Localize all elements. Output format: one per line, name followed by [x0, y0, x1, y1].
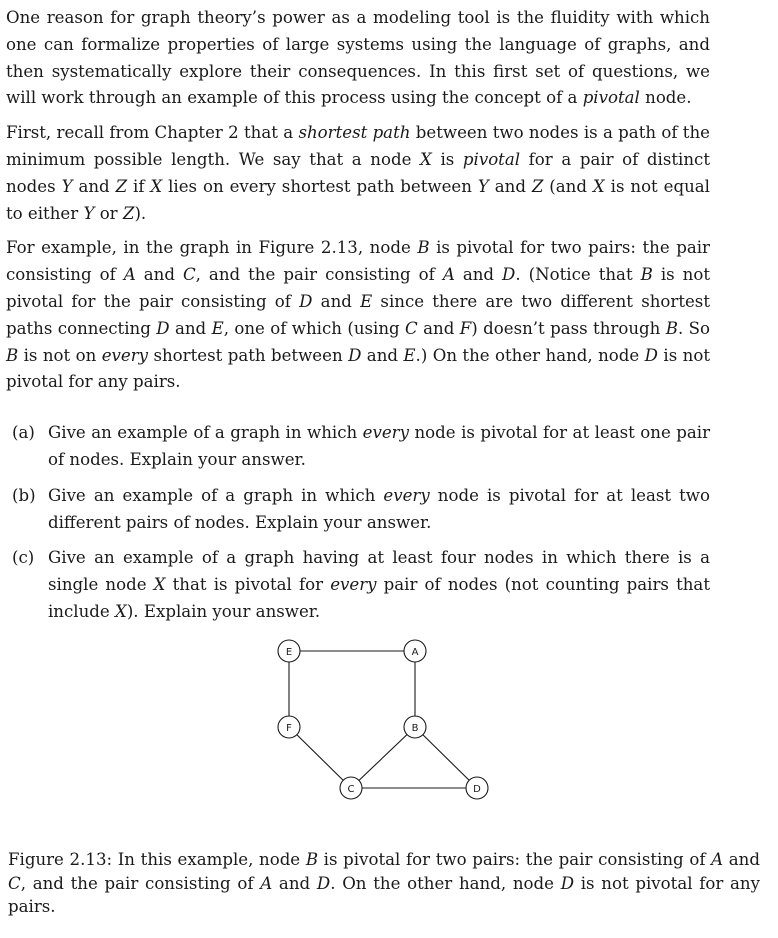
math-var: E	[211, 318, 224, 338]
question-b	[6, 483, 710, 537]
emphasis: every	[330, 575, 377, 595]
node-label-f: F	[286, 723, 292, 734]
math-var: D	[502, 265, 516, 285]
text-run: For example, in the graph in Figure 2.13, node	[6, 238, 418, 258]
math-var: X	[153, 575, 166, 595]
text-run: ) doesn’t pass through	[471, 318, 666, 338]
text-run: between two nodes is a path of the minimum possible length. We say that a node	[6, 123, 710, 169]
edge-b-c	[351, 727, 415, 788]
node-a	[404, 640, 426, 662]
text-run: , and the pair consisting of	[20, 873, 261, 893]
text-run: is pivotal for two pairs: the pair consisting of	[318, 850, 712, 869]
edge-f-c	[289, 727, 351, 788]
text-run: if	[127, 176, 151, 196]
node-label-c: C	[347, 784, 355, 795]
math-var: D	[348, 345, 362, 365]
node-c	[340, 777, 362, 799]
text-run: .) On the other hand, node	[415, 345, 645, 365]
text-run: . So	[677, 318, 710, 338]
math-var: Y	[83, 203, 95, 223]
math-var: X	[592, 176, 605, 196]
graph-diagram	[260, 630, 520, 810]
math-var: C	[182, 265, 196, 285]
text-run: node is pivotal for at least one pair of nodes. Explain your answer.	[48, 423, 711, 469]
text-run: that is pivotal for	[165, 575, 331, 595]
math-var: A	[260, 873, 273, 893]
math-var: D	[316, 873, 331, 893]
question-list	[6, 420, 710, 626]
text-run: and	[417, 318, 460, 338]
text-run: and	[312, 291, 361, 311]
math-var: A	[123, 265, 136, 285]
math-var: E	[360, 291, 373, 311]
math-var: C	[405, 318, 418, 338]
node-f	[278, 716, 300, 738]
emphasis: every	[383, 485, 430, 505]
math-var: D	[644, 345, 658, 365]
math-var: B	[6, 345, 19, 365]
document-body	[6, 5, 710, 635]
text-run: , one of which (using	[223, 318, 406, 338]
math-var: B	[640, 265, 653, 285]
text-run: pair of nodes (not counting pairs that include	[48, 575, 710, 621]
text-run: . On the other hand, node	[330, 873, 561, 893]
text-run: (and	[543, 176, 593, 196]
term-shortest-path: shortest path	[298, 123, 411, 143]
text-run: node.	[639, 88, 692, 108]
math-var: A	[711, 850, 724, 869]
text-run: One reason for graph theory’s power as a modeling tool is the fluidity with which one can formalize properties of large systems using the language of graphs, and then systematically explore their consequences. In this first set of questions, we will work through an example of this process using the concept of a	[6, 8, 710, 108]
text-run: ).	[134, 203, 147, 223]
term-pivotal: pivotal	[462, 149, 521, 169]
text-run: First, recall from Chapter 2 that a	[6, 123, 299, 143]
text-run: is not pivotal for the pair consisting of	[6, 265, 711, 311]
edge-b-d	[415, 727, 477, 788]
math-var: X	[115, 601, 127, 621]
math-var: Y	[61, 176, 73, 196]
text-run: node is pivotal for at least two different pairs of nodes. Explain your answer.	[48, 485, 710, 532]
text-run: is not equal to either	[6, 176, 710, 223]
node-d	[466, 777, 488, 799]
text-run: is	[431, 149, 463, 169]
question-label: (c)	[12, 548, 35, 568]
graph-figure	[260, 630, 520, 810]
math-var: D	[299, 291, 313, 311]
math-var: Z	[115, 176, 128, 196]
text-run: and	[272, 873, 317, 893]
math-var: X	[420, 149, 432, 169]
text-run: is not pivotal for any pairs.	[6, 345, 710, 392]
term-pivotal: pivotal	[582, 88, 640, 108]
text-run: and	[454, 265, 503, 285]
question-label: (a)	[12, 423, 35, 443]
emphasis: every	[362, 423, 409, 443]
text-run: . (Notice that	[515, 265, 641, 285]
example-paragraph	[6, 235, 710, 396]
node-label-a: A	[411, 647, 419, 658]
node-label-b: B	[411, 723, 419, 734]
node-e	[278, 640, 300, 662]
text-run: and	[488, 176, 532, 196]
math-var: F	[459, 318, 472, 338]
node-label-e: E	[285, 647, 293, 658]
text-run: Give an example of a graph in which	[48, 485, 384, 505]
text-run: is pivotal for two pairs: the pair consisting of	[6, 238, 710, 285]
text-run: and	[72, 176, 116, 196]
math-var: E	[403, 345, 416, 365]
math-var: X	[150, 176, 163, 196]
text-run: or	[94, 203, 123, 223]
node-label-d: D	[473, 784, 481, 795]
text-run: lies on every shortest path between	[162, 176, 478, 196]
text-run: Figure 2.13: In this example, node	[8, 850, 306, 869]
question-c	[6, 545, 710, 625]
text-run: Give an example of a graph in which	[48, 423, 363, 443]
math-var: Y	[477, 176, 489, 196]
text-run: and	[135, 265, 183, 285]
math-var: B	[417, 238, 430, 258]
text-run: Give an example of a graph having at least four nodes in which there is a single node	[48, 548, 710, 595]
text-run: and	[361, 345, 404, 365]
text-run: is not on	[18, 345, 102, 365]
math-var: B	[305, 850, 319, 869]
math-var: Z	[531, 176, 544, 196]
text-run: ). Explain your answer.	[126, 601, 321, 621]
math-var: B	[665, 318, 678, 338]
text-run: shortest path between	[148, 345, 349, 365]
text-run: and	[723, 850, 760, 869]
emphasis: every	[101, 345, 149, 365]
figure-caption	[8, 848, 760, 919]
question-label: (b)	[12, 485, 36, 505]
node-b	[404, 716, 426, 738]
math-var: C	[8, 873, 21, 893]
text-run: for a pair of distinct nodes	[6, 149, 710, 196]
definition-paragraph	[6, 120, 710, 227]
text-run: since there are two different shortest paths connecting	[6, 291, 710, 338]
math-var: A	[442, 265, 455, 285]
text-run: and	[169, 318, 212, 338]
text-run: , and the pair consisting of	[195, 265, 443, 285]
math-var: Z	[122, 203, 135, 223]
question-a	[6, 420, 710, 474]
math-var: D	[560, 873, 574, 893]
intro-paragraph	[6, 5, 710, 112]
text-run: is not pivotal for any pairs.	[8, 873, 760, 916]
math-var: D	[156, 318, 170, 338]
